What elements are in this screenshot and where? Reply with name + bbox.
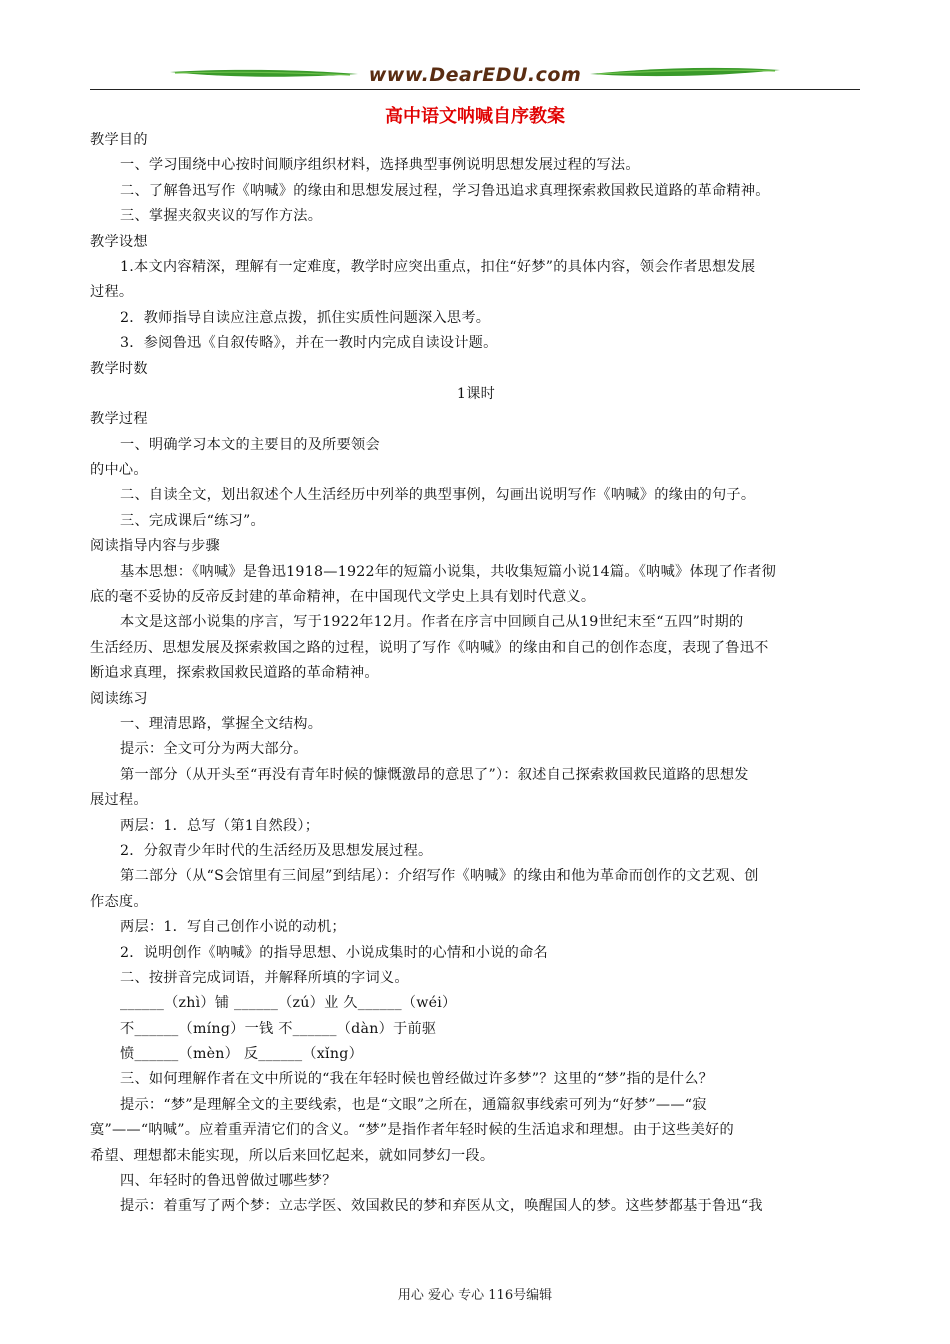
text-line: 提示：着重写了两个梦：立志学医、效国救民的梦和弃医从文，唤醒国人的梦。这些梦都基于鲁迅“我 <box>120 1198 763 1215</box>
text-line: 愤______（mèn） 反______（xǐng） <box>120 1046 364 1063</box>
text-line: 3．参阅鲁迅《自叙传略》，并在一教时内完成自读设计题。 <box>120 335 498 352</box>
text-line: 底的毫不妥协的反帝反封建的革命精神，在中国现代文学史上具有划时代意义。 <box>90 589 596 606</box>
site-header-logo <box>90 62 860 92</box>
text-line: 过程。 <box>90 284 134 301</box>
text-line: 寞”——“呐喊”。应着重弄清它们的含义。“梦”是指作者年轻时候的生活追求和理想。由于这些美好的 <box>90 1122 734 1139</box>
text-line: 三、如何理解作者在文中所说的“我在年轻时候也曾经做过许多梦”？这里的“梦”指的是什么？ <box>120 1071 714 1088</box>
text-line: 两层：1．写自己创作小说的动机； <box>120 919 346 936</box>
text-line: 阅读练习 <box>90 690 148 707</box>
text-line: 三、掌握夹叙夹议的写作方法。 <box>120 208 323 225</box>
text-line: 提示：全文可分为两大部分。 <box>120 741 308 758</box>
page-footer: 用心 爱心 专心 116号编辑 <box>397 1288 553 1303</box>
text-line: 二、了解鲁迅写作《呐喊》的缘由和思想发展过程，学习鲁迅追求真理探索救国救民道路的革命精神。 <box>120 182 770 199</box>
text-line: 一、明确学习本文的主要目的及所要领会 <box>120 436 380 453</box>
text-line: 教学目的 <box>90 132 148 148</box>
text-line: 基本思想：《呐喊》是鲁迅1918—1922年的短篇小说集，共收集短篇小说14篇。《呐喊》体现了作者彻 <box>120 563 777 580</box>
text-line: 一、理清思路，掌握全文结构。 <box>120 715 323 732</box>
text-line: 本文是这部小说集的序言，写于1922年12月。作者在序言中回顾自己从19世纪末至“五四”时期的 <box>120 614 744 631</box>
site-url: www.DearEDU.com <box>368 64 582 86</box>
text-line: 三、完成课后“练习”。 <box>120 512 265 529</box>
text-line: 2．分叙青少年时代的生活经历及思想发展过程。 <box>120 842 433 859</box>
text-line: 提示：“梦”是理解全文的主要线索，也是“文眼”之所在，通篇叙事线索可列为“好梦”——“寂 <box>120 1096 707 1113</box>
text-line: 展过程。 <box>90 792 148 809</box>
text-line: 不______（míng）一钱 不______（dàn）于前驱 <box>120 1020 437 1037</box>
text-line: 一、学习围绕中心按时间顺序组织材料，选择典型事例说明思想发展过程的写法。 <box>120 157 640 174</box>
text-line: 2．说明创作《呐喊》的指导思想、小说成集时的心情和小说的命名 <box>120 944 548 961</box>
text-line: 两层：1．总写（第1自然段）； <box>120 817 320 834</box>
text-line: 2．教师指导自读应注意点拨，抓住实质性问题深入思考。 <box>120 309 491 326</box>
document-body <box>90 128 862 1220</box>
text-line: 四、年轻时的鲁迅曾做过哪些梦？ <box>120 1173 337 1190</box>
text-line: 1课时 <box>456 385 496 402</box>
text-line: 教学时数 <box>90 360 148 377</box>
text-line: 断追求真理，探索救国救民道路的革命精神。 <box>90 665 379 682</box>
text-line: 生活经历、思想发展及探索救国之路的过程，说明了写作《呐喊》的缘由和自己的创作态度，表现了鲁迅不 <box>90 639 769 656</box>
text-line: 1.本文内容精深，理解有一定难度，教学时应突出重点，扣住“好梦”的具体内容，领会作者思想发展 <box>120 258 756 275</box>
text-line: 的中心。 <box>90 462 148 479</box>
text-line: ______（zhì）铺 ______（zú）业 久______（wéi） <box>120 995 457 1012</box>
text-line: 教学过程 <box>90 411 148 428</box>
header-divider <box>90 89 860 90</box>
text-line: 教学设想 <box>90 233 148 250</box>
text-line: 二、按拼音完成词语，并解释所填的字词义。 <box>120 969 409 986</box>
text-line: 二、自读全文，划出叙述个人生活经历中列举的典型事例，勾画出说明写作《呐喊》的缘由的句子。 <box>120 487 756 504</box>
text-line: 第一部分（从开头至“再没有青年时候的慷慨激昂的意思了”）：叙述自己探索救国救民道路的思想发 <box>120 766 749 783</box>
document-title: 高中语文呐喊自序教案 <box>385 106 565 127</box>
text-line: 第二部分（从“S会馆里有三间屋”到结尾）：介绍写作《呐喊》的缘由和他为革命而创作的文艺观、创 <box>120 868 759 885</box>
text-line: 希望、理想都未能实现，所以后来回忆起来，就如同梦幻一段。 <box>90 1147 495 1164</box>
text-line: 阅读指导内容与步骤 <box>90 538 220 555</box>
text-line: 作态度。 <box>90 893 148 910</box>
